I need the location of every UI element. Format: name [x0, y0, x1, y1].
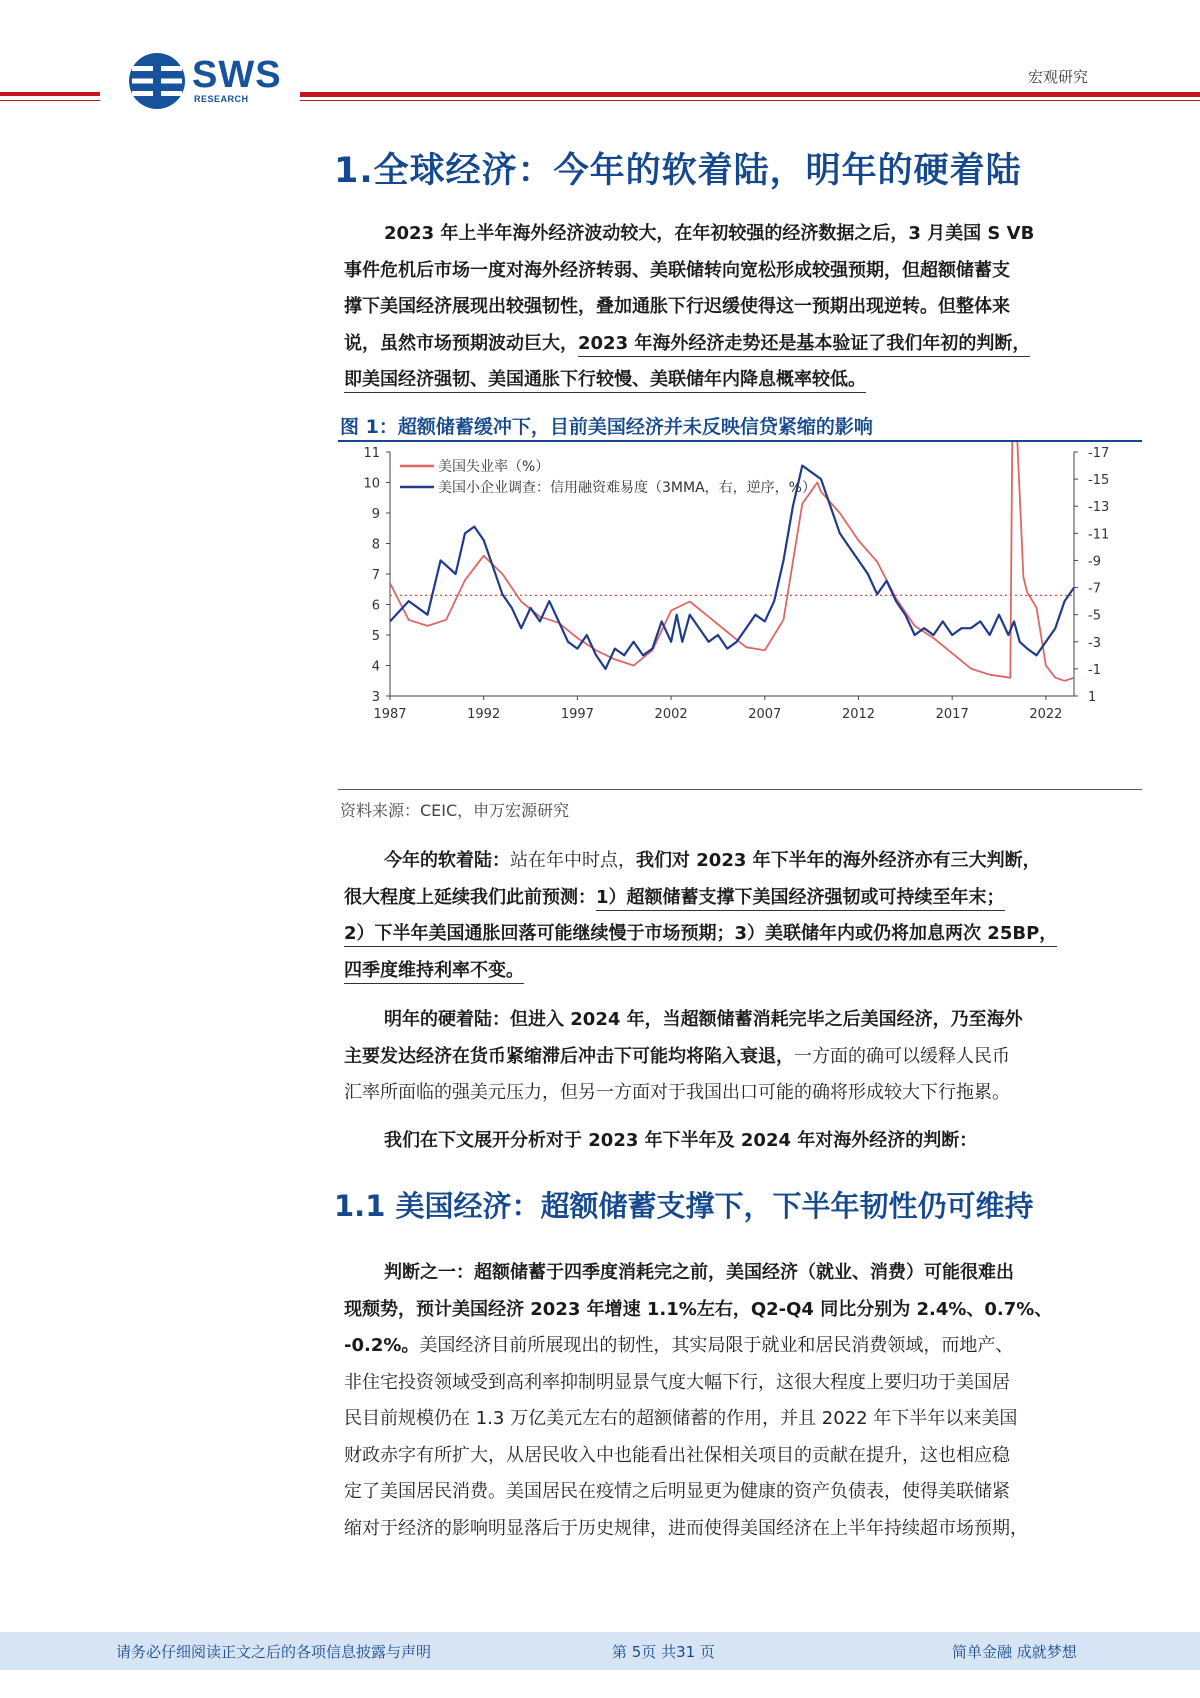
underlined-text: 四季度维持利率不变。 [344, 960, 524, 984]
underlined-text: 2023 年海外经济走势还是基本验证了我们年初的判断， [578, 333, 1030, 357]
logo [128, 52, 298, 112]
right-tick-label: -5 [1088, 608, 1101, 624]
underlined-text: 2）下半年美国通胀回落可能继续慢于市场预期；3）美联储年内或仍将加息两次 25BP， [344, 923, 1057, 947]
x-tick-label: 1997 [560, 707, 594, 722]
left-tick-label: 5 [371, 629, 380, 644]
text-line: 缩对于经济的影响明显落后于历史规律，进而使得美国经济在上半年持续超市场预期， [344, 1517, 1028, 1539]
text-line [344, 1002, 1094, 1039]
text-line [344, 1328, 1094, 1365]
left-tick-label: 9 [371, 507, 380, 522]
x-tick-label: 1987 [373, 707, 407, 722]
text-line [344, 1039, 1094, 1076]
figure-title: 图 1：超额储蓄缓冲下，目前美国经济并未反映信贷紧缩的影响 [340, 416, 873, 438]
header-rule-left [0, 92, 100, 96]
line-chart [338, 442, 1144, 790]
brand-sub: RESEARCH [194, 94, 249, 104]
x-tick-label: 2017 [935, 707, 969, 722]
figure-source: 资料来源：CEIC，申万宏源研究 [340, 801, 570, 820]
text-span: 我们对 2023 年下半年的海外经济亦有三大判断， [636, 850, 1041, 871]
left-tick-label: 7 [371, 568, 380, 583]
x-tick-label: 2002 [654, 707, 688, 722]
figure-bottom-rule [338, 789, 1142, 790]
text-line [344, 362, 1094, 399]
text-line: 判断之一：超额储蓄于四季度消耗完之前，美国经济（就业、消费）可能很难出 [384, 1262, 1014, 1283]
text-line: 民目前规模仍在 1.3 万亿美元左右的超额储蓄的作用，并且 2022 年下半年以来美国 [344, 1408, 1018, 1429]
page-footer [0, 1632, 1200, 1670]
text-line [344, 916, 1094, 953]
text-span: 但进入 2024 年，当超额储蓄消耗完毕之后美国经济，乃至海外 [510, 1009, 1023, 1030]
x-tick-label: 2012 [841, 707, 876, 722]
x-tick-label: 2007 [748, 707, 782, 722]
left-tick-label: 4 [371, 659, 380, 675]
text-line: 定了美国居民消费。美国居民在疫情之后明显更为健康的资产负债表，使得美联储紧 [344, 1481, 1010, 1502]
transition-paragraph [344, 1123, 1094, 1160]
right-tick-label: -11 [1088, 527, 1110, 543]
soft-landing-paragraph [344, 843, 1094, 989]
right-tick-label: 1 [1088, 690, 1097, 705]
legend-label: 美国失业率（%） [438, 459, 550, 475]
left-tick-label: 10 [363, 476, 380, 492]
text-span: 站在年中时点， [510, 850, 636, 871]
subsection-title: 1.1 美国经济：超额储蓄支撑下，下半年韧性仍可维持 [334, 1189, 1034, 1223]
judgement-one-paragraph [344, 1255, 1094, 1547]
text-span: 说，虽然市场预期波动巨大， [344, 332, 578, 354]
text-line: 撑下美国经济展现出较强韧性，叠加通胀下行迟缓使得这一预期出现逆转。但整体来 [344, 296, 1010, 317]
hard-landing-paragraph [344, 1002, 1094, 1112]
header-rule-left-thin [0, 100, 100, 101]
text-span: 美国经济目前所展现出的韧性，其实局限于就业和居民消费领域，而地产、 [419, 1335, 1014, 1356]
text-span: 一方面的确可以缓释人民币 [794, 1045, 1010, 1067]
footer-slogan: 简单金融 成就梦想 [952, 1643, 1077, 1661]
left-tick-label: 8 [371, 537, 380, 553]
text-line: 汇率所面临的强美元压力，但另一方面对于我国出口可能的确将形成较大下行拖累。 [344, 1082, 1010, 1103]
section-title: 1.全球经济：今年的软着陆，明年的硬着陆 [334, 151, 1022, 191]
text-span: 很大程度上延续我们此前预测： [344, 886, 596, 908]
page-number: 第 5页 共31 页 [612, 1643, 715, 1661]
text-line: 非住宅投资领域受到高利率抑制明显景气度大幅下行，这很大程度上要归功于美国居 [344, 1371, 1010, 1393]
header-rule-right-thin [300, 100, 1200, 101]
right-tick-label: -3 [1088, 635, 1101, 651]
bold-lead: 今年的软着陆： [384, 850, 510, 871]
left-tick-label: 11 [363, 446, 380, 461]
text-line: 事件危机后市场一度对海外经济转弱、美联储转向宽松形成较强预期，但超额储蓄支 [344, 259, 1010, 281]
text-line [344, 953, 1094, 990]
text-line [344, 880, 1094, 917]
text-line: 现颓势，预计美国经济 2023 年增速 1.1%左右，Q2-Q4 同比分别为 2.4%、0.7%、 [344, 1298, 1053, 1320]
brand-name: SWS [192, 54, 282, 96]
bold-lead: 明年的硬着陆： [384, 1009, 510, 1030]
text-line: 2023 年上半年海外经济波动较大，在年初较强的经济数据之后，3 月美国 S VB [384, 223, 1035, 244]
right-tick-label: -1 [1088, 662, 1101, 678]
underlined-text: 即美国经济强韧、美国通胀下行较慢、美联储年内降息概率较低。 [344, 369, 866, 393]
left-tick-label: 6 [371, 598, 380, 614]
text-line [344, 326, 1094, 363]
text-line [344, 843, 1094, 880]
text-span: 主要发达经济在货币紧缩滞后冲击下可能均将陷入衰退， [344, 1045, 794, 1067]
underlined-text: 1）超额储蓄支撑下美国经济强韧或可持续至年末； [596, 887, 1005, 911]
x-tick-label: 1992 [467, 707, 501, 722]
right-tick-label: -13 [1088, 500, 1110, 516]
right-tick-label: -17 [1088, 446, 1110, 461]
right-tick-label: -7 [1088, 581, 1101, 597]
right-tick-label: -15 [1088, 473, 1110, 489]
right-tick-label: -9 [1088, 554, 1101, 570]
report-category: 宏观研究 [1027, 68, 1088, 86]
left-tick-label: 3 [371, 690, 380, 705]
text-span: -0.2%。 [344, 1335, 420, 1356]
intro-paragraph [344, 216, 1094, 399]
footer-disclaimer: 请务必仔细阅读正文之后的各项信息披露与声明 [116, 1643, 432, 1661]
sws-logo-icon [128, 52, 186, 110]
text-line: 财政赤字有所扩大，从居民收入中也能看出社保相关项目的贡献在提升，这也相应稳 [344, 1444, 1010, 1466]
legend-label: 美国小企业调查：信用融资难易度（3MMA，右，逆序，%） [438, 480, 816, 496]
header-rule-right [300, 92, 1200, 97]
series-line-credit-ease [390, 466, 1074, 669]
x-tick-label: 2022 [1029, 707, 1063, 722]
text-line: 我们在下文展开分析对于 2023 年下半年及 2024 年对海外经济的判断： [384, 1130, 978, 1151]
